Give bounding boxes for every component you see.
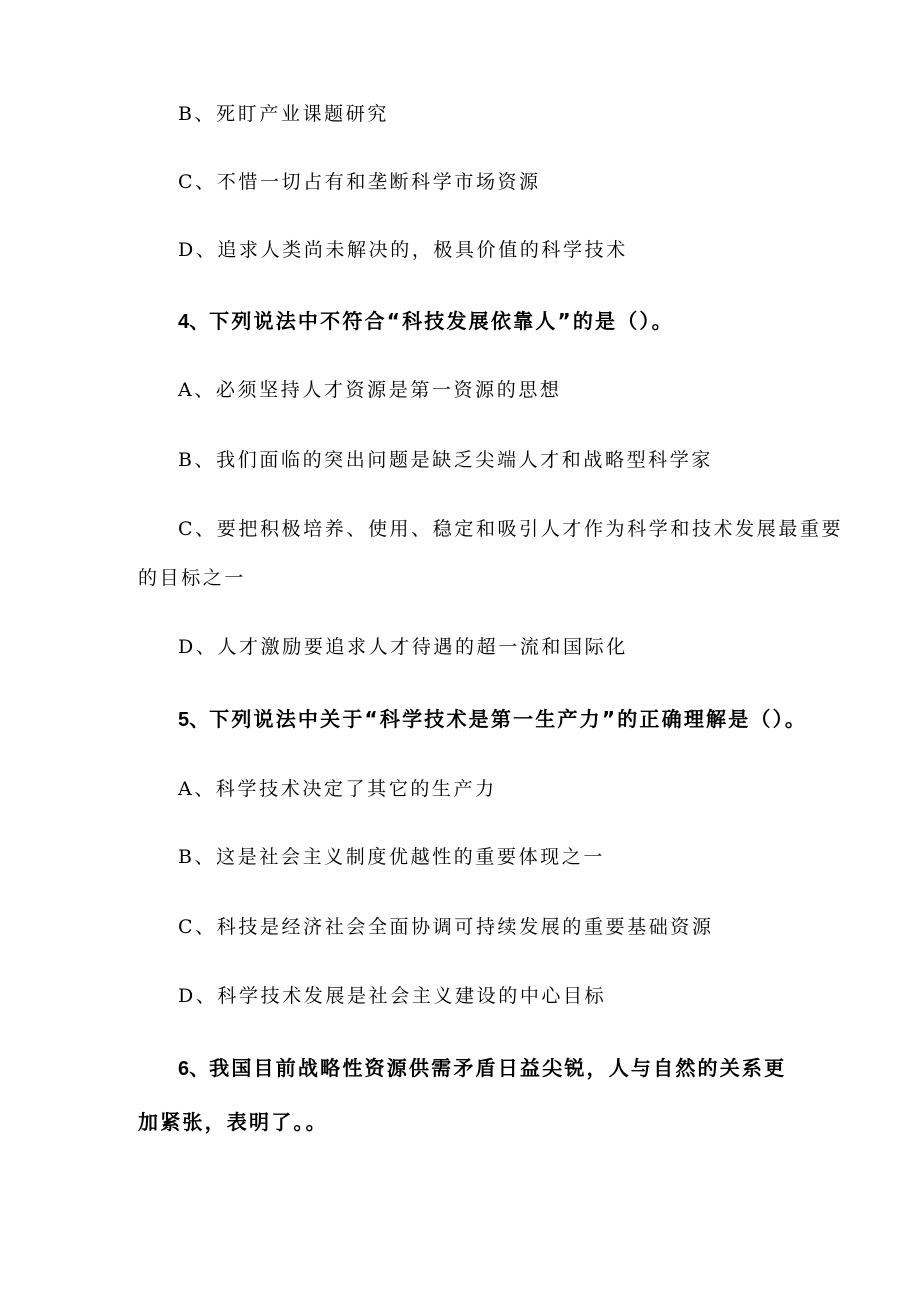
question-4-number: 4、 [178,311,210,333]
question-5-number: 5、 [178,709,210,731]
q4-option-c-line1: C、要把积极培养、使用、稳定和吸引人才作为科学和技术发展最重要 [178,518,844,540]
question-4 [178,309,674,334]
q3-option-c: C、不惜一切占有和垄断科学市场资源 [178,171,541,193]
q4-option-a: A、必须坚持人才资源是第一资源的思想 [178,379,562,401]
question-6 [178,1056,786,1081]
q4-option-b: B、我们面临的突出问题是缺乏尖端人才和战略型科学家 [178,449,713,471]
q4-option-c-line2: 的目标之一 [138,567,247,589]
q3-option-b: B、死盯产业课题研究 [178,103,389,125]
question-5 [178,707,807,732]
question-6-number: 6、 [178,1058,210,1080]
q5-option-c: C、科技是经济社会全面协调可持续发展的重要基础资源 [178,916,714,938]
question-4-text: 下列说法中不符合“科技发展依靠人”的是（）。 [209,309,674,333]
question-6-text-line1: 我国目前战略性资源供需矛盾日益尖锐，人与自然的关系更 [209,1056,787,1080]
q5-option-a: A、科学技术决定了其它的生产力 [178,778,497,800]
q5-option-b: B、这是社会主义制度优越性的重要体现之一 [178,846,605,868]
q5-option-d: D、科学技术发展是社会主义建设的中心目标 [178,985,607,1007]
q4-option-d: D、人才激励要追求人才待遇的超一流和国际化 [178,636,628,658]
question-5-text: 下列说法中关于“科学技术是第一生产力”的正确理解是（）。 [209,707,808,731]
question-6-text-line2: 加紧张，表明了。。 [138,1110,328,1134]
q3-option-d: D、追求人类尚未解决的，极具价值的科学技术 [178,239,628,261]
